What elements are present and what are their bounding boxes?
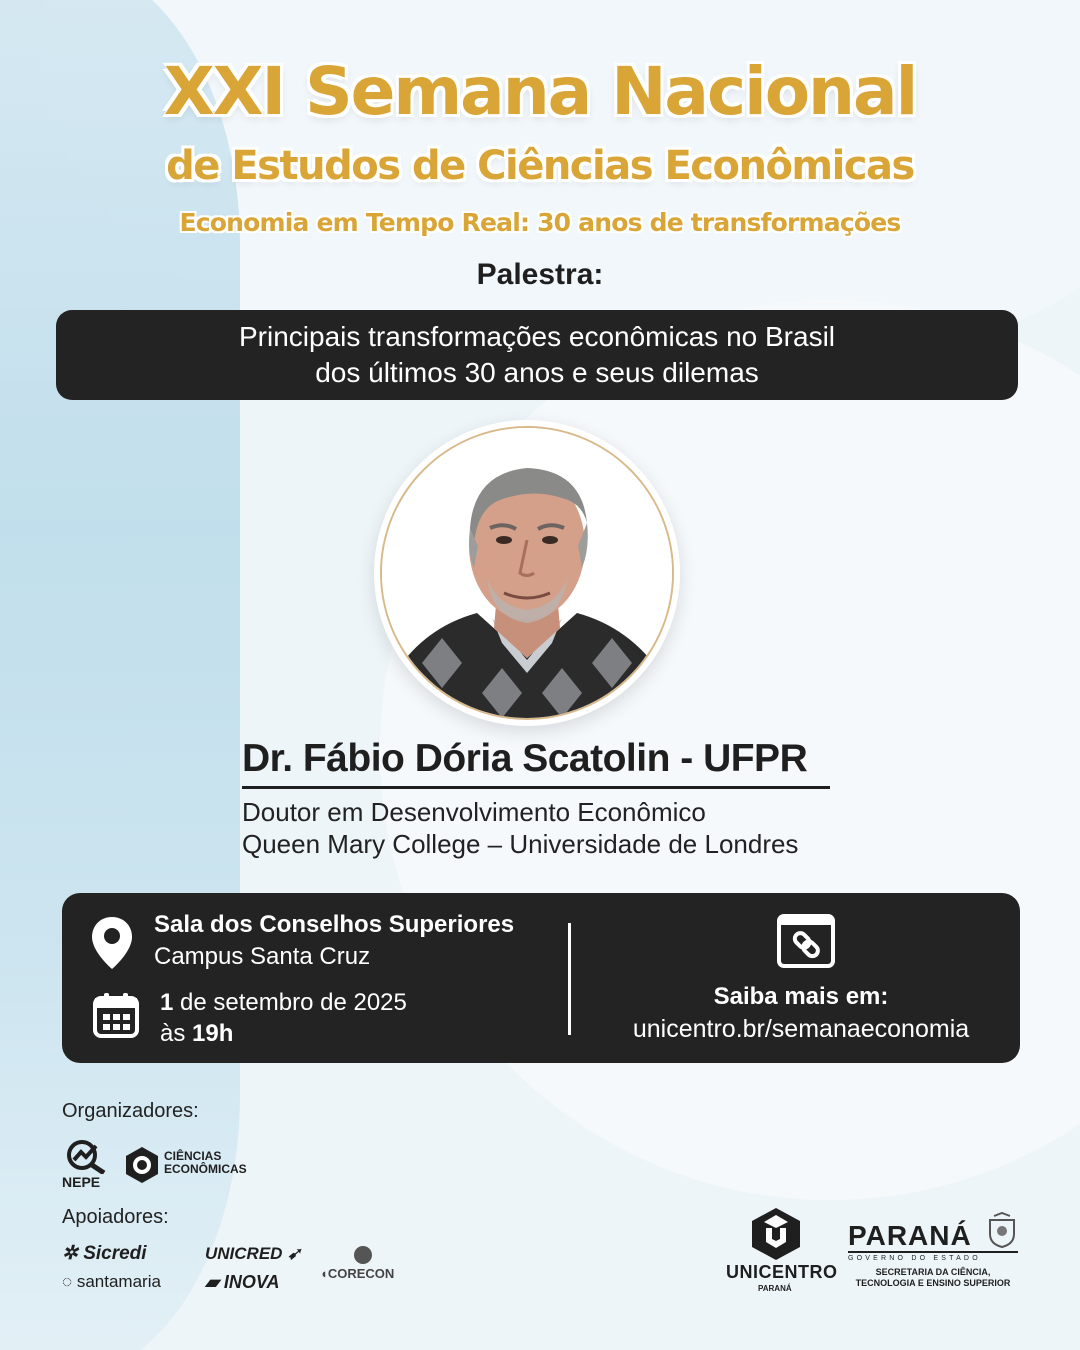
info-divider — [568, 923, 571, 1035]
more-info-url[interactable]: unicentro.br/semanaeconomia — [632, 1015, 970, 1043]
venue-name: Sala dos Conselhos Superiores — [154, 911, 515, 938]
inova-logo-text: INOVA — [223, 1272, 280, 1292]
santamaria-logo: ◌ santamaria — [62, 1272, 161, 1291]
santamaria-logo-text: santamaria — [76, 1272, 161, 1291]
talk-title-line1: Principais transformações econômicas no Brasil — [238, 321, 836, 352]
ciencias-economicas-seal-icon — [124, 1146, 160, 1184]
supporters-label: Apoiadores: — [62, 1206, 169, 1228]
unicentro-logo-text: UNICENTRO — [726, 1262, 838, 1282]
talk-title-line2: dos últimos 30 anos e seus dilemas — [315, 357, 759, 388]
event-date-day: 1 — [160, 989, 174, 1016]
speaker-name: Dr. Fábio Dória Scatolin - UFPR — [242, 737, 808, 780]
venue-campus: Campus Santa Cruz — [154, 943, 371, 970]
unicred-logo-text: UNICRED — [205, 1244, 283, 1263]
speaker-degree: Doutor em Desenvolvimento Econômico — [242, 797, 706, 827]
secretaria-line1: SECRETARIA DA CIÊNCIA, — [875, 1267, 991, 1277]
event-time-value: 19h — [192, 1020, 234, 1047]
event-date — [160, 989, 407, 1017]
speaker-photo — [380, 426, 674, 720]
event-title-line2: de Estudos de Ciências Econômicas — [166, 143, 914, 189]
sicredi-logo-text: Sicredi — [83, 1243, 147, 1264]
speaker-portrait — [382, 428, 672, 718]
unicentro-logo-sub: PARANÁ — [758, 1284, 792, 1293]
speaker-name-underline — [242, 786, 830, 789]
nepe-logo-text: NEPE — [62, 1174, 101, 1190]
speaker-institution: Queen Mary College – Universidade de Londres — [242, 829, 799, 859]
parana-coat-of-arms-icon — [986, 1212, 1018, 1248]
event-date-rest: de setembro de 2025 — [173, 989, 407, 1016]
corecon-logo: ◖CORECON — [320, 1266, 395, 1281]
parana-logo-sub: GOVERNO DO ESTADO — [848, 1255, 981, 1262]
event-title: XXI Semana Nacional — [163, 53, 917, 130]
parana-logo-text: PARANÁ — [848, 1220, 972, 1251]
more-info-label: Saiba mais em: — [713, 983, 889, 1010]
talk-label: Palestra: — [476, 258, 604, 291]
parana-logo-rule — [848, 1251, 1018, 1253]
ciencias-logo-line1: CIÊNCIAS — [164, 1149, 222, 1163]
inova-logo: ▰ INOVA — [205, 1272, 280, 1292]
unicred-logo: UNICRED ➹ — [205, 1244, 302, 1263]
corecon-logo-text: CORECON — [327, 1266, 395, 1281]
ciencias-logo-line2: ECONÔMICAS — [164, 1162, 247, 1176]
unicentro-logo-icon — [750, 1206, 802, 1262]
organizers-label: Organizadores: — [62, 1100, 199, 1122]
secretaria-line2: TECNOLOGIA E ENSINO SUPERIOR — [855, 1278, 1011, 1288]
event-time-prefix: às — [160, 1020, 193, 1047]
sicredi-logo: ✲ Sicredi — [62, 1243, 147, 1264]
calendar-icon — [92, 991, 140, 1039]
link-icon — [776, 913, 836, 969]
corecon-emblem-icon — [352, 1244, 374, 1266]
event-subtitle: Economia em Tempo Real: 30 anos de transformações — [179, 208, 901, 237]
location-pin-icon — [90, 915, 134, 971]
nepe-logo-icon — [62, 1140, 112, 1174]
event-info-box — [62, 893, 1020, 1063]
talk-title-box — [56, 310, 1018, 400]
event-time — [160, 1020, 233, 1048]
